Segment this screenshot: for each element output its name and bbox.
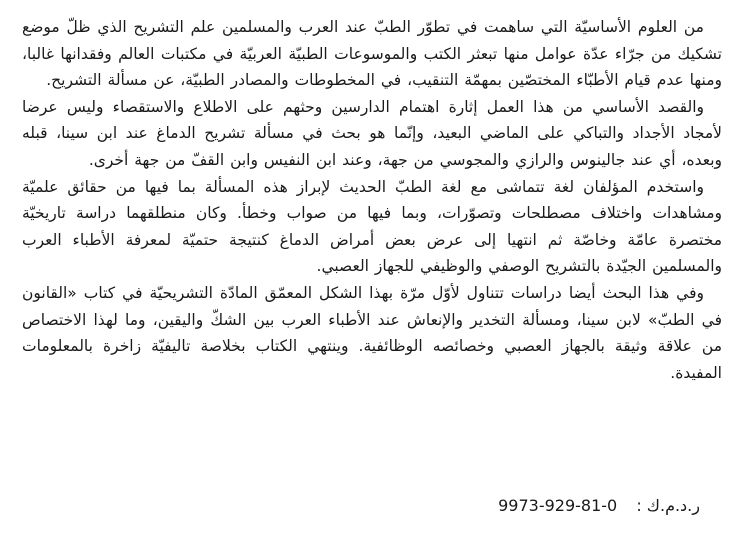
- back-cover-page: [22, 14, 722, 544]
- isbn-line: [446, 494, 700, 518]
- description-paragraph-2: والقصد الأساسي من هذا العمل إثارة اهتمام الدارسين وحثهم على الاطلاع والاستقصاء وليس عرضا لأمجاد الأجداد والتباكي على الماضي البعيد، وإنّما هو بحث في مسألة تشريح الدماغ عند ابن سينا، قبله وبعده، أي عند جالينوس والرازي والمجوسي من جهة، وعند ابن النفيس وابن القفّ من جهة أخرى.: [22, 97, 722, 169]
- isbn-label: ر.د.م.ك :: [636, 496, 700, 515]
- description-paragraph-1: من العلوم الأساسيّة التي ساهمت في تطوّر الطبّ عند العرب والمسلمين علم التشريح الذي ظلّ موضع تشكيك من جرّاء عدّة عوامل منها تبعثر الكتب والموسوعات الطبيّة العربيّة في مكتبات العالم وفقدانها غالبا، ومنها عدم قيام الأطبّاء المختصّين بمهمّة التنقيب، في المخطوطات والمصادر الطبيّة، عن مسألة التشريح.: [22, 18, 722, 90]
- description-paragraph-3: واستخدم المؤلفان لغة تتماشى مع لغة الطبّ الحديث لإبراز هذه المسألة بما فيها من حقائق علميّة ومشاهدات واختلاف مصطلحات وتصوّرات، وبما فيها من صواب وخطأ. وكان منطلقهما دراسة تاريخيّة مختصرة عامّة وخاصّة ثم انتهيا إلى عرض بعض أمراض الدماغ كنتيجة حتميّة لمعرفة الأطباء العرب والمسلمين الجيّدة بالتشريح الوصفي والوظيفي للجهاز العصبي.: [22, 177, 722, 276]
- description-paragraph-4: وفي هذا البحث أيضا دراسات تتناول لأوّل مرّة بهذا الشكل المعمّق المادّة التشريحيّة في كتاب «القانون في الطبّ» لابن سينا، ومسألة التخدير والإنعاش عند الأطباء العرب بين الشكّ واليقين، وما لهذا الاختصاص من علاقة وثيقة بالجهاز العصبي وخصائصه الوظائفية. وينتهي الكتاب بخلاصة تاليفيّة زاخرة بالمعلومات المفيدة.: [22, 283, 722, 382]
- isbn-number: 9973-929-81-0: [498, 496, 618, 515]
- book-description: [22, 14, 722, 386]
